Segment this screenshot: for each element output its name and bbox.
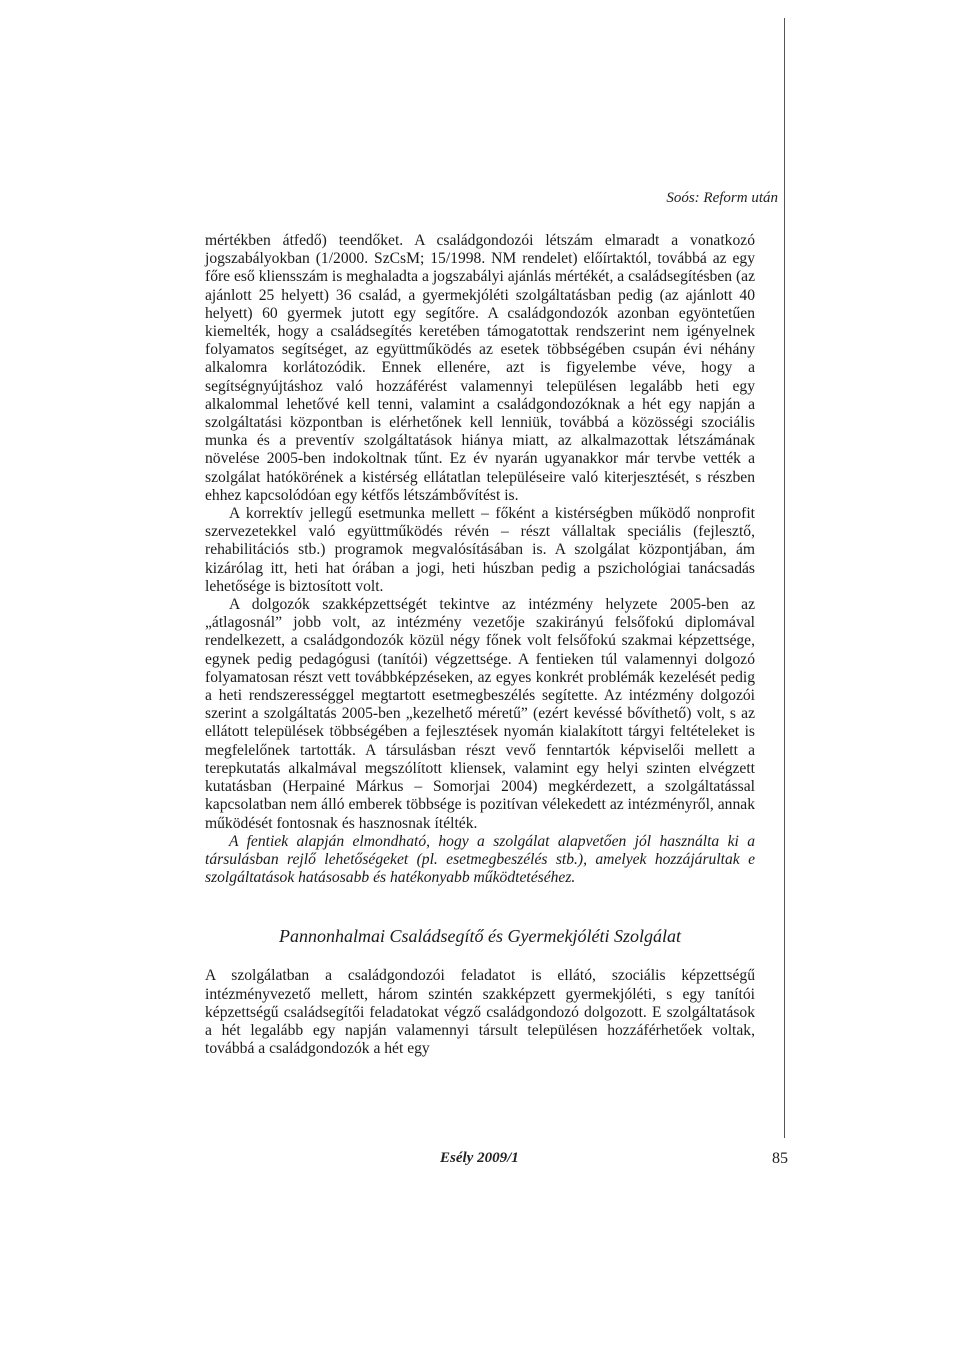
vertical-rule: [784, 18, 785, 1138]
section-title: Pannonhalmai Családsegítő és Gyermekjóléti Szolgálat: [279, 926, 681, 947]
footer-journal-name: Esély 2009/1: [440, 1150, 519, 1166]
paragraph-5: A szolgálatban a családgondozói feladatot is ellátó, szociális képzettségű intézményvezető mellett, három szintén szakképzett gyermekjóléti, s egy tanítói képzettségű családsegítői feladatokat végző családgondozó dolgozott. E szolgáltatások a hét legalább egy napján valamennyi társult településen hozzáférhetőek voltak, továbbá a családgondozók a hét egy: [205, 967, 755, 1058]
article-body: [205, 232, 755, 1058]
page-number: 85: [772, 1150, 788, 1167]
paragraph-3: A dolgozók szakképzettségét tekintve az intézmény helyzete 2005-ben az „átlagosnál” jobb volt, az intézmény vezetője szakirányú felsőfokú diplomával rendelkezett, a családgondozók közül négy főnek volt felsőfokú szakmai képzettsége, egynek pedig pedagógusi (tanítói) végzettsége. A fentieken túl valamennyi dolgozó folyamatosan részt vett továbbképzéseken, az egyes konkrét problémák kezelését pedig a heti rendszerességgel megtartott esetmegbeszélés segítette. Az intézmény dolgozói szerint a szolgáltatás 2005-ben „kezelhető méretű” (ezért kevéssé bővíthető) volt, s az ellátott települések többségében a fejlesztések nyomán kialakított tárgyi feltételeket is megfelelőnek tartották. A társulásban részt vevő fenntartók képviselői mellett a terepkutatás alkalmával megszólított kliensek, valamint egy helyi szinten elvégzett kutatásban (Herpainé Márkus – Somorjai 2004) megkérdezett, a szolgáltatással kapcsolatban nem álló emberek többsége is pozitívan vélekedett az intézményről, annak működését fontosnak és hasznosnak ítélték.: [205, 596, 755, 832]
summary-italic: A fentiek alapján elmondható, hogy a szolgálat alapvetően jól használta ki a társulásban rejlő lehetőségeket (pl. esetmegbeszélés stb.), amelyek hozzájárultak e szolgáltatások hatásosabb és hatékonyabb működtetéséhez.: [205, 832, 755, 887]
paragraph-1: mértékben átfedő) teendőket. A családgondozói létszám elmaradt a vonatkozó jogszabályokban (1/2000. SzCsM; 15/1998. NM rendelet) előírtaktól, továbbá az egy főre eső kliensszám is meghaladta a jogszabályi ajánlás mértékét, a családsegítésben (az ajánlott 25 helyett) 36 család, a gyermekjóléti szolgáltatásban pedig (az ajánlott 40 helyett) 60 gyermek jutott egy segítőre. A családgondozók azonban egyöntetűen kiemelték, hogy a családsegítés keretében támogatottak rendszerint nem igényelnek folyamatos segítséget, az együttműködés az esetek többségében csupán évi néhány alkalomra korlátozódik. Ennek ellenére, azt is figyelembe véve, hogy a segítségnyújtáshoz való hozzáférést valamennyi településen legalább heti egy alkalommal lehetővé kell tenni, valamint a családgondozóknak a hét egy napján a szolgáltatási központban is elérhetőnek kell lenniük, továbbá a közösségi szociális munka és a preventív szolgáltatások hiánya miatt, az alkalmazottak létszámának növelése 2005-ben indokoltnak tűnt. Ez év nyarán ugyanakkor már tervbe vették a szolgálat hatókörének a kistérség ellátatlan településeire való kiterjesztését, s részben ehhez kapcsolódóan egy kétfős létszámbővítést is.: [205, 232, 755, 504]
paragraph-2: A korrektív jellegű esetmunka mellett – főként a kistérségben működő nonprofit szervezetekkel való együttműködés révén – részt vállaltak speciális (fejlesztő, rehabilitációs stb.) programok megvalósításában is. A szolgálat központjában, ám kizárólag itt, heti hat órában a jogi, heti húszban pedig a pszichológiai tanácsadás lehetősége is biztosított volt.: [205, 505, 755, 595]
running-head: Soós: Reform után: [666, 190, 778, 206]
